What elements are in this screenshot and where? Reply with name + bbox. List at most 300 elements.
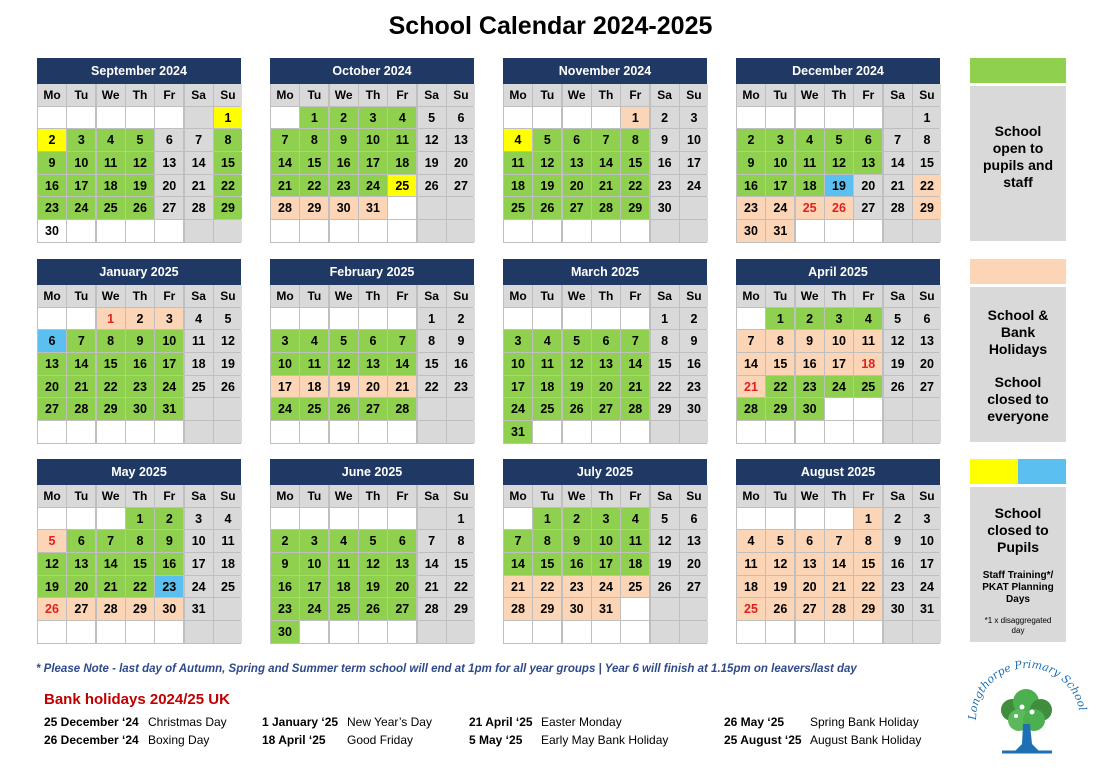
- legend-training-label: Staff Training*/ PKAT Planning Days: [982, 570, 1054, 605]
- empty-cell: [680, 421, 708, 443]
- month-title: October 2024: [270, 58, 474, 84]
- bank-holiday-item: 26 December ‘24 Boxing Day: [44, 733, 210, 747]
- day-cell: 24: [359, 175, 387, 197]
- weekday-header: Fr: [155, 285, 183, 307]
- day-cell: 29: [447, 598, 475, 620]
- bank-holiday-item: 1 January ‘25 New Year’s Day: [262, 715, 432, 729]
- day-cell: 31: [155, 398, 183, 420]
- day-cell: 2: [680, 308, 708, 330]
- day-cell: 23: [330, 175, 358, 197]
- weekday-header: Sa: [651, 485, 679, 507]
- day-cell: 24: [300, 598, 328, 620]
- weekday-header: Tu: [67, 285, 95, 307]
- day-cell: 7: [825, 530, 853, 552]
- day-cell: 29: [651, 398, 679, 420]
- day-cell: 20: [592, 376, 620, 398]
- day-cell: 1: [854, 508, 882, 530]
- day-cell: 20: [563, 175, 591, 197]
- day-cell: 6: [796, 530, 824, 552]
- empty-cell: [300, 220, 328, 242]
- weekday-header: Th: [359, 485, 387, 507]
- day-cell: 10: [766, 152, 794, 174]
- day-cell: 2: [38, 129, 66, 151]
- day-cell: 11: [388, 129, 416, 151]
- bank-holiday-item: 5 May ‘25 Early May Bank Holiday: [469, 733, 669, 747]
- day-cell: 7: [388, 330, 416, 352]
- weekday-header: We: [796, 84, 824, 106]
- day-cell: 22: [651, 376, 679, 398]
- day-cell: 29: [126, 598, 154, 620]
- empty-cell: [359, 508, 387, 530]
- day-cell: 3: [766, 129, 794, 151]
- empty-cell: [504, 220, 532, 242]
- empty-cell: [447, 220, 475, 242]
- day-cell: 4: [330, 530, 358, 552]
- day-cell: 15: [651, 353, 679, 375]
- day-cell: 24: [913, 576, 941, 598]
- day-cell: 26: [418, 175, 446, 197]
- legend-holiday-swatch: [970, 259, 1066, 284]
- bank-holiday-item: 21 April ‘25 Easter Monday: [469, 715, 622, 729]
- month-calendar: [37, 259, 241, 444]
- day-cell: 14: [884, 152, 912, 174]
- month-grid: [736, 84, 940, 243]
- empty-cell: [825, 508, 853, 530]
- empty-cell: [300, 621, 328, 643]
- day-cell: 11: [97, 152, 125, 174]
- empty-cell: [418, 508, 446, 530]
- day-cell: 30: [126, 398, 154, 420]
- month-title: December 2024: [736, 58, 940, 84]
- day-cell: 19: [533, 175, 561, 197]
- weekday-header: Tu: [533, 84, 561, 106]
- day-cell: 22: [766, 376, 794, 398]
- day-cell: 16: [796, 353, 824, 375]
- legend-open-label: School open to pupils and staff: [983, 123, 1053, 190]
- day-cell: 2: [330, 107, 358, 129]
- weekday-header: We: [796, 285, 824, 307]
- empty-cell: [155, 220, 183, 242]
- day-cell: 20: [447, 152, 475, 174]
- day-cell: 11: [300, 353, 328, 375]
- day-cell: 3: [155, 308, 183, 330]
- day-cell: 11: [621, 530, 649, 552]
- day-cell: 13: [388, 553, 416, 575]
- weekday-header: We: [330, 84, 358, 106]
- day-cell: 24: [680, 175, 708, 197]
- day-cell: 2: [563, 508, 591, 530]
- day-cell: 15: [913, 152, 941, 174]
- day-cell: 7: [884, 129, 912, 151]
- weekday-header: We: [563, 285, 591, 307]
- month-calendar: [736, 259, 940, 444]
- day-cell: 22: [447, 576, 475, 598]
- empty-cell: [854, 107, 882, 129]
- day-cell: 10: [913, 530, 941, 552]
- day-cell: 1: [533, 508, 561, 530]
- day-cell: 23: [884, 576, 912, 598]
- empty-cell: [67, 621, 95, 643]
- day-cell: 9: [330, 129, 358, 151]
- empty-cell: [766, 107, 794, 129]
- day-cell: 4: [300, 330, 328, 352]
- day-cell: 22: [214, 175, 242, 197]
- day-cell: 26: [533, 197, 561, 219]
- empty-cell: [854, 398, 882, 420]
- day-cell: 2: [447, 308, 475, 330]
- day-cell: 21: [271, 175, 299, 197]
- weekday-header: Fr: [621, 485, 649, 507]
- empty-cell: [388, 308, 416, 330]
- empty-cell: [504, 107, 532, 129]
- day-cell: 5: [214, 308, 242, 330]
- empty-cell: [913, 621, 941, 643]
- empty-cell: [680, 621, 708, 643]
- day-cell: 31: [592, 598, 620, 620]
- day-cell: 3: [185, 508, 213, 530]
- weekday-header: Mo: [737, 485, 765, 507]
- day-cell: 3: [271, 330, 299, 352]
- weekday-header: Sa: [884, 84, 912, 106]
- day-cell: 14: [185, 152, 213, 174]
- day-cell: 15: [766, 353, 794, 375]
- day-cell: 4: [214, 508, 242, 530]
- day-cell: 24: [155, 376, 183, 398]
- day-cell: 9: [796, 330, 824, 352]
- day-cell: 14: [504, 553, 532, 575]
- day-cell: 7: [504, 530, 532, 552]
- day-cell: 27: [388, 598, 416, 620]
- day-cell: 2: [884, 508, 912, 530]
- day-cell: 18: [214, 553, 242, 575]
- empty-cell: [563, 107, 591, 129]
- day-cell: 19: [38, 576, 66, 598]
- day-cell: 28: [737, 398, 765, 420]
- month-grid: [736, 285, 940, 444]
- day-cell: 30: [651, 197, 679, 219]
- empty-cell: [796, 107, 824, 129]
- empty-cell: [67, 220, 95, 242]
- empty-cell: [271, 107, 299, 129]
- empty-cell: [884, 220, 912, 242]
- day-cell: 20: [155, 175, 183, 197]
- day-cell: 11: [854, 330, 882, 352]
- day-cell: 15: [300, 152, 328, 174]
- day-cell: 24: [271, 398, 299, 420]
- legend-training-swatch-blue: [1018, 459, 1066, 484]
- empty-cell: [330, 508, 358, 530]
- weekday-header: Sa: [418, 84, 446, 106]
- day-cell: 30: [155, 598, 183, 620]
- day-cell: 21: [592, 175, 620, 197]
- month-grid: [270, 285, 474, 444]
- weekday-header: Mo: [38, 84, 66, 106]
- day-cell: 5: [126, 129, 154, 151]
- day-cell: 14: [67, 353, 95, 375]
- day-cell: 30: [796, 398, 824, 420]
- day-cell: 8: [533, 530, 561, 552]
- day-cell: 30: [563, 598, 591, 620]
- day-cell: 25: [300, 398, 328, 420]
- legend-holiday-box: [970, 287, 1066, 442]
- day-cell: 13: [563, 152, 591, 174]
- day-cell: 22: [300, 175, 328, 197]
- day-cell: 8: [300, 129, 328, 151]
- empty-cell: [592, 621, 620, 643]
- day-cell: 31: [185, 598, 213, 620]
- day-cell: 10: [155, 330, 183, 352]
- day-cell: 5: [825, 129, 853, 151]
- day-cell: 21: [185, 175, 213, 197]
- day-cell: 16: [330, 152, 358, 174]
- month-calendar: [270, 58, 474, 243]
- day-cell: 6: [388, 530, 416, 552]
- day-cell: 12: [533, 152, 561, 174]
- weekday-header: Fr: [854, 485, 882, 507]
- empty-cell: [185, 398, 213, 420]
- empty-cell: [38, 421, 66, 443]
- empty-cell: [621, 421, 649, 443]
- day-cell: 8: [418, 330, 446, 352]
- day-cell: 8: [621, 129, 649, 151]
- empty-cell: [680, 598, 708, 620]
- day-cell: 29: [913, 197, 941, 219]
- month-calendar: [503, 259, 707, 444]
- day-cell: 3: [67, 129, 95, 151]
- day-cell: 1: [418, 308, 446, 330]
- empty-cell: [766, 508, 794, 530]
- day-cell: 25: [185, 376, 213, 398]
- day-cell: 9: [271, 553, 299, 575]
- day-cell: 24: [766, 197, 794, 219]
- day-cell: 22: [621, 175, 649, 197]
- month-calendar: [503, 58, 707, 243]
- day-cell: 10: [825, 330, 853, 352]
- empty-cell: [825, 621, 853, 643]
- day-cell: 10: [300, 553, 328, 575]
- day-cell: 9: [884, 530, 912, 552]
- day-cell: 2: [271, 530, 299, 552]
- empty-cell: [418, 220, 446, 242]
- empty-cell: [67, 107, 95, 129]
- day-cell: 7: [621, 330, 649, 352]
- day-cell: 2: [155, 508, 183, 530]
- empty-cell: [214, 220, 242, 242]
- empty-cell: [884, 107, 912, 129]
- empty-cell: [185, 621, 213, 643]
- day-cell: 17: [913, 553, 941, 575]
- day-cell: 17: [504, 376, 532, 398]
- day-cell: 25: [533, 398, 561, 420]
- day-cell: 10: [359, 129, 387, 151]
- day-cell: 26: [330, 398, 358, 420]
- weekday-header: Mo: [271, 285, 299, 307]
- empty-cell: [563, 308, 591, 330]
- day-cell: 1: [447, 508, 475, 530]
- day-cell: 7: [97, 530, 125, 552]
- day-cell: 12: [330, 353, 358, 375]
- day-cell: 28: [97, 598, 125, 620]
- weekday-header: Mo: [737, 285, 765, 307]
- month-calendar: [37, 459, 241, 644]
- day-cell: 29: [97, 398, 125, 420]
- month-calendar: [736, 58, 940, 243]
- day-cell: 8: [214, 129, 242, 151]
- day-cell: 8: [913, 129, 941, 151]
- month-title: September 2024: [37, 58, 241, 84]
- month-grid: [37, 84, 241, 243]
- tree-icon: [1001, 689, 1052, 752]
- day-cell: 7: [592, 129, 620, 151]
- day-cell: 10: [592, 530, 620, 552]
- bank-holiday-item: 25 December ‘24 Christmas Day: [44, 715, 227, 729]
- day-cell: 25: [97, 197, 125, 219]
- day-cell: 13: [680, 530, 708, 552]
- day-cell: 12: [126, 152, 154, 174]
- day-cell: 19: [359, 576, 387, 598]
- empty-cell: [97, 508, 125, 530]
- day-cell: 4: [504, 129, 532, 151]
- empty-cell: [651, 621, 679, 643]
- weekday-header: We: [563, 84, 591, 106]
- legend-open-box: [970, 86, 1066, 241]
- day-cell: 25: [621, 576, 649, 598]
- empty-cell: [621, 308, 649, 330]
- weekday-header: Su: [214, 285, 242, 307]
- empty-cell: [214, 621, 242, 643]
- empty-cell: [825, 220, 853, 242]
- weekday-header: Sa: [884, 285, 912, 307]
- empty-cell: [766, 621, 794, 643]
- day-cell: 11: [504, 152, 532, 174]
- empty-cell: [680, 197, 708, 219]
- empty-cell: [300, 308, 328, 330]
- day-cell: 18: [796, 175, 824, 197]
- empty-cell: [38, 508, 66, 530]
- empty-cell: [796, 621, 824, 643]
- empty-cell: [418, 421, 446, 443]
- day-cell: 22: [126, 576, 154, 598]
- day-cell: 17: [359, 152, 387, 174]
- day-cell: 23: [271, 598, 299, 620]
- day-cell: 31: [359, 197, 387, 219]
- weekday-header: Mo: [504, 84, 532, 106]
- empty-cell: [388, 421, 416, 443]
- empty-cell: [271, 308, 299, 330]
- day-cell: 21: [737, 376, 765, 398]
- empty-cell: [796, 220, 824, 242]
- empty-cell: [97, 107, 125, 129]
- empty-cell: [913, 398, 941, 420]
- day-cell: 15: [97, 353, 125, 375]
- empty-cell: [592, 220, 620, 242]
- day-cell: 21: [504, 576, 532, 598]
- weekday-header: Sa: [884, 485, 912, 507]
- day-cell: 10: [67, 152, 95, 174]
- page-title: School Calendar 2024-2025: [388, 12, 713, 40]
- day-cell: 18: [330, 576, 358, 598]
- day-cell: 15: [447, 553, 475, 575]
- weekday-header: Su: [447, 285, 475, 307]
- weekday-header: Fr: [621, 285, 649, 307]
- day-cell: 5: [330, 330, 358, 352]
- empty-cell: [680, 220, 708, 242]
- empty-cell: [621, 220, 649, 242]
- day-cell: 29: [766, 398, 794, 420]
- day-cell: 13: [38, 353, 66, 375]
- weekday-header: Tu: [300, 84, 328, 106]
- day-cell: 19: [126, 175, 154, 197]
- day-cell: 20: [796, 576, 824, 598]
- weekday-header: Tu: [67, 84, 95, 106]
- day-cell: 22: [533, 576, 561, 598]
- bank-holidays-title: Bank holidays 2024/25 UK: [44, 691, 230, 708]
- day-cell: 18: [388, 152, 416, 174]
- weekday-header: Fr: [155, 485, 183, 507]
- empty-cell: [67, 508, 95, 530]
- weekday-header: Tu: [766, 285, 794, 307]
- empty-cell: [359, 421, 387, 443]
- day-cell: 3: [359, 107, 387, 129]
- empty-cell: [67, 421, 95, 443]
- day-cell: 16: [271, 576, 299, 598]
- day-cell: 23: [796, 376, 824, 398]
- weekday-header: Tu: [766, 84, 794, 106]
- empty-cell: [38, 308, 66, 330]
- empty-cell: [504, 621, 532, 643]
- empty-cell: [359, 621, 387, 643]
- weekday-header: Fr: [854, 285, 882, 307]
- day-cell: 30: [330, 197, 358, 219]
- day-cell: 30: [737, 220, 765, 242]
- day-cell: 9: [737, 152, 765, 174]
- day-cell: 31: [766, 220, 794, 242]
- day-cell: 28: [271, 197, 299, 219]
- weekday-header: Sa: [185, 485, 213, 507]
- empty-cell: [330, 308, 358, 330]
- day-cell: 4: [388, 107, 416, 129]
- day-cell: 26: [651, 576, 679, 598]
- empty-cell: [884, 621, 912, 643]
- empty-cell: [766, 421, 794, 443]
- day-cell: 6: [913, 308, 941, 330]
- day-cell: 28: [67, 398, 95, 420]
- weekday-header: Su: [447, 84, 475, 106]
- month-title: July 2025: [503, 459, 707, 485]
- weekday-header: Th: [126, 285, 154, 307]
- day-cell: 3: [825, 308, 853, 330]
- day-cell: 15: [126, 553, 154, 575]
- day-cell: 21: [621, 376, 649, 398]
- day-cell: 17: [766, 175, 794, 197]
- day-cell: 13: [796, 553, 824, 575]
- day-cell: 9: [680, 330, 708, 352]
- day-cell: 28: [825, 598, 853, 620]
- day-cell: 20: [388, 576, 416, 598]
- day-cell: 22: [913, 175, 941, 197]
- empty-cell: [651, 421, 679, 443]
- weekday-header: Su: [913, 84, 941, 106]
- month-grid: [270, 84, 474, 243]
- empty-cell: [330, 621, 358, 643]
- day-cell: 27: [796, 598, 824, 620]
- empty-cell: [214, 398, 242, 420]
- day-cell: 19: [651, 553, 679, 575]
- weekday-header: We: [796, 485, 824, 507]
- day-cell: 23: [126, 376, 154, 398]
- day-cell: 13: [592, 353, 620, 375]
- day-cell: 21: [884, 175, 912, 197]
